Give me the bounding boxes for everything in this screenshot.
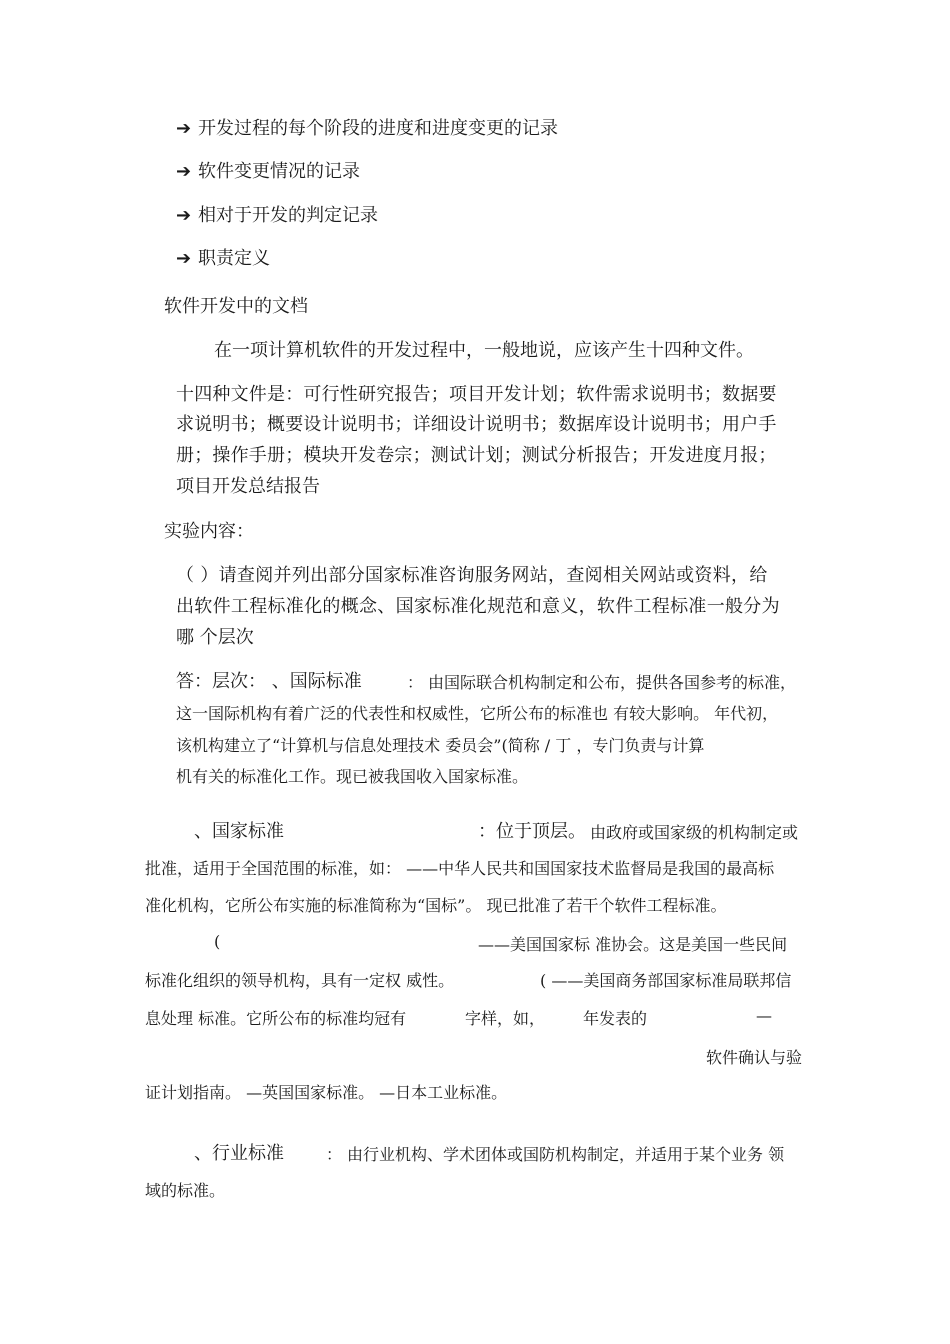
national-standard-heading: 、国家标准 [194,821,284,842]
industry-standard-heading: 、行业标准 [194,1143,284,1164]
document-page: ➔ 开发过程的每个阶段的进度和进度变更的记录 ➔ 软件变更情况的记录 ➔ 相对于开发的判定记录 ➔ 职责定义 软件开发中的文档 在一项计算机软件的开发过程中，一般地说，应该产生十四种文件。 十四种文件是：可行性研究报告；项目开发计划；软件需求说明书；数据要 求说明书；概要设计说明书；详细设计说明书；数据库设计说明书；用户手 册；操作手册；模块开发卷宗；测试计划；测试分析报告；开发进度月报； 项目开发总结报告 实验内容： （ ）请查阅并列出部分国家标准咨询服务网站，查阅相关网站或资料，给 出软件工程标准化的概念、国家标准化规范和意义，软件工程标准一般分为 哪 个层次 答：层次： 、国际标准 ： 由国际联合机构制定和公布，提供各国参考的标准， 这一国际机构有着广泛的代表性和权威性，它所公布的标准也 有较大影响。 年代初， 该机构建立了“计算机与信息处理技术 委员会”(简称 / 丁 ，专门负责与计算 机有关的标准化工作。现已被我国收入国家标准。 、国家标准 ：位于顶层。 由政府或国家级的机构制定或 批准，适用于全国范围的标准，如： ——中华人民共和国国家技术监督局是我国的最高标 准化机构，它所公布实施的标准简称为“国标”。 现已批准了若干个软件工程标准。 ( ——美国国家标 准协会。这是美国一些民间 标准化组织的领导机构，具有一定权 威性。 ( ——美国商务部国家标准局联邦信 息处理 标准。它所公布的标准均冠有 字样，如， 年发表的 — 软件确认与验 证计划指南。 —英国国家标准。 —日本工业标准。 、行业标准 ： 由行业机构、学术团体或国防机构制定，并适用于某个业务 领 域的标准。 [145,118,803,1200]
arrow-right-icon: ➔ [176,248,192,269]
list-item: ➔ 软件变更情况的记录 [176,161,360,182]
answer-prefix: 答：层次： 、国际标准 [176,671,362,692]
experiment-heading: 实验内容： [164,521,254,542]
arrow-right-icon: ➔ [176,161,192,182]
arrow-right-icon: ➔ [176,205,192,226]
list-item: ➔ 职责定义 [176,248,270,269]
list-item: ➔ 相对于开发的判定记录 [176,205,378,226]
intro-paragraph: 在一项计算机软件的开发过程中，一般地说，应该产生十四种文件。 [214,340,754,361]
list-item: ➔ 开发过程的每个阶段的进度和进度变更的记录 [176,118,558,139]
section-heading: 软件开发中的文档 [164,296,308,317]
arrow-right-icon: ➔ [176,118,192,139]
